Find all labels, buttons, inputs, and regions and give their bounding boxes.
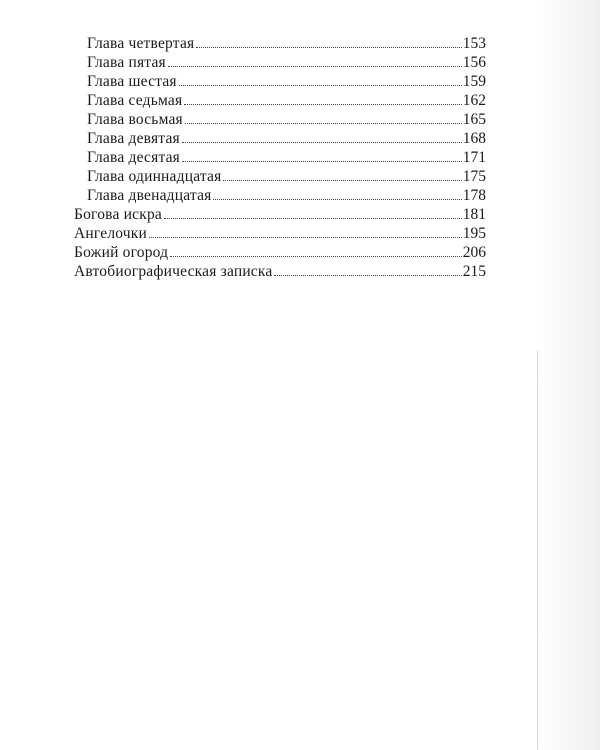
toc-entry <box>74 110 486 129</box>
toc-entry-page: 206 <box>462 244 486 261</box>
toc-entry-title: Глава двенадцатая <box>87 187 212 204</box>
toc-entry-page: 168 <box>462 130 486 147</box>
toc-leader-dots <box>182 142 462 143</box>
toc-entry <box>74 205 486 224</box>
toc-entry-title: Глава девятая <box>87 130 180 147</box>
toc-entry-title: Глава одиннадцатая <box>87 168 222 185</box>
toc-entry <box>74 53 486 72</box>
table-of-contents <box>74 34 486 281</box>
page-edge-line <box>537 350 538 750</box>
toc-leader-dots <box>179 85 462 86</box>
toc-entry-page: 181 <box>462 206 486 223</box>
toc-leader-dots <box>164 218 462 219</box>
toc-entry <box>74 186 486 205</box>
toc-entry-page: 178 <box>462 187 486 204</box>
toc-leader-dots <box>170 256 462 257</box>
toc-entry-title: Глава седьмая <box>87 92 183 109</box>
toc-leader-dots <box>223 180 461 181</box>
toc-entry-page: 165 <box>462 111 486 128</box>
toc-entry-title: Божий огород <box>74 244 169 261</box>
toc-entry <box>74 262 486 281</box>
toc-entry-title: Глава десятая <box>87 149 181 166</box>
page-edge-shadow <box>538 0 600 750</box>
toc-leader-dots <box>184 104 461 105</box>
toc-leader-dots <box>196 47 461 48</box>
toc-entry <box>74 167 486 186</box>
toc-entry-title: Глава восьмая <box>87 111 183 128</box>
toc-entry <box>74 129 486 148</box>
toc-entry-page: 171 <box>462 149 486 166</box>
toc-entry <box>74 34 486 53</box>
toc-entry-title: Ангелочки <box>74 225 148 242</box>
toc-entry-page: 162 <box>462 92 486 109</box>
toc-leader-dots <box>185 123 462 124</box>
toc-leader-dots <box>274 275 461 276</box>
toc-entry <box>74 224 486 243</box>
toc-entry <box>74 72 486 91</box>
toc-entry-title: Глава пятая <box>87 54 166 71</box>
toc-entry-title: Автобиографическая записка <box>74 263 273 280</box>
toc-entry <box>74 148 486 167</box>
toc-leader-dots <box>182 161 462 162</box>
toc-entry-title: Глава четвертая <box>87 35 195 52</box>
toc-entry-page: 215 <box>462 263 486 280</box>
toc-entry-title: Глава шестая <box>87 73 177 90</box>
toc-entry-title: Богова искра <box>74 206 162 223</box>
toc-entry-page: 156 <box>462 54 486 71</box>
toc-entry-page: 153 <box>462 35 486 52</box>
toc-leader-dots <box>168 66 462 67</box>
toc-entry-page: 195 <box>462 225 486 242</box>
toc-entry <box>74 243 486 262</box>
toc-entry <box>74 91 486 110</box>
toc-leader-dots <box>149 237 462 238</box>
toc-entry-page: 175 <box>462 168 486 185</box>
toc-entry-page: 159 <box>462 73 486 90</box>
toc-leader-dots <box>213 199 461 200</box>
